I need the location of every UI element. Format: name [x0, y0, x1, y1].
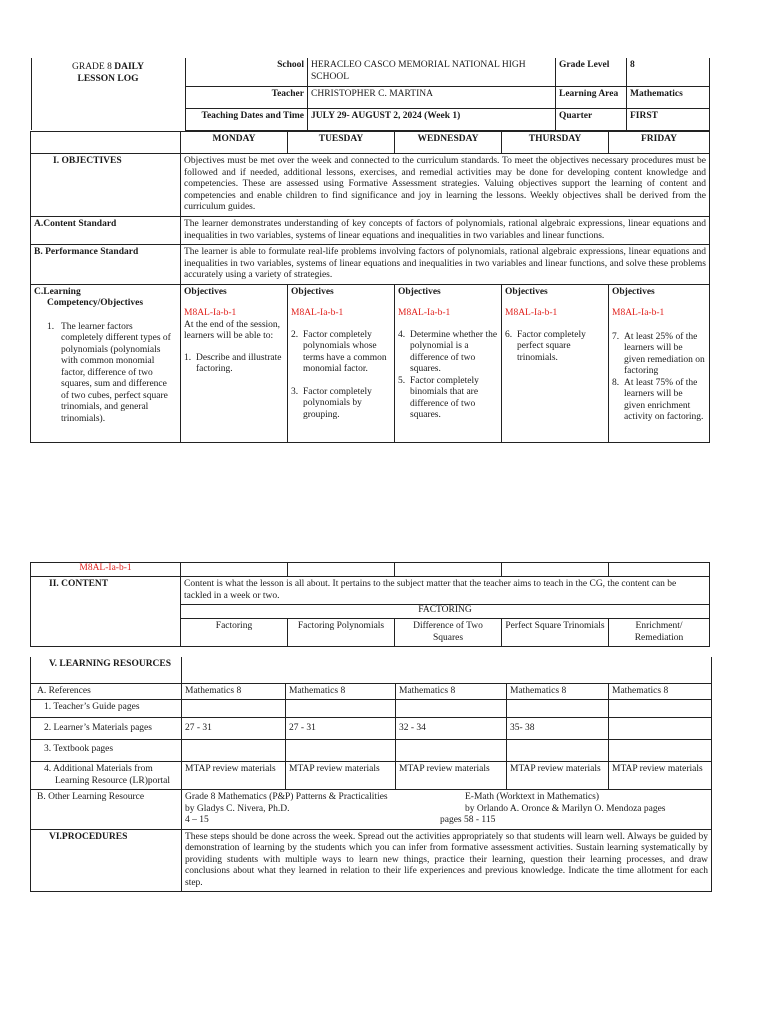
content-topic: FACTORING — [181, 605, 710, 619]
topic-monday: Factoring — [181, 619, 288, 647]
day-header-blank — [31, 132, 181, 154]
lm-pages-cell — [609, 718, 712, 740]
objectives-table — [30, 131, 710, 443]
tg-label: 1. Teacher’s Guide pages — [31, 700, 182, 718]
performance-standard-label: B. Performance Standard — [31, 245, 181, 285]
reference-cell: Mathematics 8 — [507, 683, 609, 700]
additional-cell: MTAP review materials — [507, 762, 609, 790]
reference-cell: Mathematics 8 — [609, 683, 712, 700]
grade-label: Grade Level — [556, 58, 627, 86]
day-thursday: THURSDAY — [502, 132, 609, 154]
quarter-label: Quarter — [556, 108, 627, 130]
header-block — [31, 58, 709, 130]
monday-objectives — [181, 284, 288, 442]
friday-objectives — [609, 284, 710, 442]
wednesday-list — [398, 330, 498, 422]
lm-pages-cell: 35- 38 — [507, 718, 609, 740]
other-left-2: by Gladys C. Nivera, Ph.D. — [185, 803, 290, 814]
objectives-heading: Objectives — [612, 286, 655, 297]
day-monday: MONDAY — [181, 132, 288, 154]
additional-label: 4. Additional Materials from Learning Resource (LR)portal — [31, 762, 182, 790]
competency-cell — [31, 284, 181, 442]
competency-item-num: 1. — [47, 321, 55, 332]
content-standard-text: The learner demonstrates understanding of key concepts of factors of polynomials, rational algebraic expressions, linear equations and inequalities in two variables, systems of linear equations and inequalities in two variables and linear functions. — [181, 217, 710, 245]
dates-label: Teaching Dates and Time — [186, 108, 308, 130]
content-label: II. CONTENT — [31, 577, 181, 647]
tuesday-objectives — [288, 284, 395, 442]
list-item: 4. Determine whether the polynomial is a difference of two squares. — [398, 329, 498, 374]
reference-cell: Mathematics 8 — [396, 683, 507, 700]
monday-intro: At the end of the session, learners will be able to: — [184, 319, 281, 341]
resources-label: V. LEARNING RESOURCES — [31, 657, 182, 683]
monday-list — [184, 353, 284, 376]
objectives-heading: Objectives — [291, 286, 334, 297]
list-item: 3. Factor completely polynomials by grouping. — [291, 386, 372, 420]
reference-cell: Mathematics 8 — [182, 683, 286, 700]
title-prefix: GRADE 8 — [72, 62, 115, 72]
day-friday: FRIDAY — [609, 132, 710, 154]
content-standard-label: A.Content Standard — [31, 217, 181, 245]
wednesday-objectives — [395, 284, 502, 442]
objectives-label: I. OBJECTIVES — [31, 154, 181, 217]
topic-tuesday: Factoring Polynomials — [288, 619, 395, 647]
procedures-label: VI.PROCEDURES — [31, 829, 182, 892]
objectives-heading: Objectives — [398, 286, 441, 297]
lm-pages-cell: 32 - 34 — [396, 718, 507, 740]
procedures-text: These steps should be done across the week. Spread out the activities appropriately so that students will learn well. Always be guided by demonstration of learning by the students which you can infer from formative assessment activities. Sustain learning systematically by providing students with multiple ways to learn new things, practice their learning, question their learning processes, and draw conclusions about what they learned in relation to their life experiences and previous knowledge. Indicate the time allotment for each step. — [182, 829, 712, 892]
lm-pages-cell: 27 - 31 — [286, 718, 396, 740]
day-tuesday: TUESDAY — [288, 132, 395, 154]
school-value: HERACLEO CASCO MEMORIAL NATIONAL HIGH SCHOOL — [308, 58, 556, 86]
additional-cell: MTAP review materials — [182, 762, 286, 790]
competency-code: M8AL-Ia-b-1 — [612, 308, 665, 318]
thursday-list — [505, 330, 605, 365]
resources-table — [30, 657, 712, 892]
other-right-3: pages 58 - 115 — [440, 815, 496, 825]
blank-cell — [288, 563, 395, 577]
competency-code: M8AL-Ia-b-1 — [291, 308, 344, 318]
competency-label-2: Competency/Objectives — [47, 298, 144, 308]
topic-friday: Enrichment/ Remediation — [609, 619, 710, 647]
additional-cell: MTAP review materials — [286, 762, 396, 790]
other-left-3: 4 – 15 — [185, 815, 209, 825]
content-text: Content is what the lesson is all about. It pertains to the subject matter that the teacher aims to teach in the CG, the content can be tackled in a week or two. — [181, 577, 710, 605]
dates-value: JULY 29- AUGUST 2, 2024 (Week 1) — [308, 108, 556, 130]
performance-standard-text: The learner is able to formulate real-life problems involving factors of polynomials, rational algebraic expressions, linear equations and inequalities in two variables, systems of linear equations and inequalities in two variables and linear functions, and solve these problems accurately using a variety of strategies. — [181, 245, 710, 285]
competency-code: M8AL-Ia-b-1 — [184, 308, 237, 318]
additional-cell: MTAP review materials — [609, 762, 712, 790]
grade-value: 8 — [627, 58, 710, 86]
objectives-text: Objectives must be met over the week and connected to the curriculum standards. To meet the objectives necessary procedures must be followed and if needed, additional lessons, exercises, and remedial activities may be done for developing content knowledge and competencies. These are assessed using Formative Assessment strategies. Valuing objectives support the learning of content and competencies and enable children to find significance and joy in learning the lessons. Weekly objectives shall be derived from the curriculum guides. — [181, 154, 710, 217]
quarter-value: FIRST — [627, 108, 710, 130]
blank-cell — [609, 563, 710, 577]
teacher-label: Teacher — [186, 86, 308, 108]
content-table — [30, 562, 710, 647]
area-value: Mathematics — [627, 86, 710, 108]
reference-cell: Mathematics 8 — [286, 683, 396, 700]
lm-label: 2. Learner’s Materials pages — [31, 718, 182, 740]
textbook-label: 3. Textbook pages — [31, 740, 182, 762]
list-item: 8. At least 75% of the learners will be given enrichment activity on factoring. — [612, 377, 704, 422]
school-label: School — [186, 58, 308, 86]
additional-cell: MTAP review materials — [396, 762, 507, 790]
competency-item — [34, 322, 177, 426]
title-line2: LESSON LOG — [77, 73, 139, 84]
objectives-heading: Objectives — [505, 286, 548, 297]
other-right-1: E-Math (Worktext in Mathematics) — [465, 792, 600, 802]
tuesday-list — [291, 330, 391, 422]
blank-cell — [395, 563, 502, 577]
content-code: M8AL-Ia-b-1 — [31, 563, 181, 577]
competency-label-1: C.Learning — [34, 286, 81, 297]
list-item: 7. At least 25% of the learners will be given remediation on factoring — [612, 331, 705, 376]
objectives-heading: Objectives — [184, 286, 227, 297]
header-table — [185, 58, 710, 131]
title-bold: DAILY — [114, 62, 144, 72]
resources-blank — [182, 657, 712, 683]
list-item: 2. Factor completely polynomials whose terms have a common monomial factor. — [291, 329, 387, 374]
other-right-2: by Orlando A. Oronce & Marilyn O. Mendoza pages — [465, 803, 666, 814]
lm-pages-cell: 27 - 31 — [182, 718, 286, 740]
list-item: 1. Describe and illustrate factoring. — [184, 352, 282, 374]
teacher-value: CHRISTOPHER C. MARTINA — [308, 86, 556, 108]
day-wednesday: WEDNESDAY — [395, 132, 502, 154]
other-resource-cell — [182, 790, 712, 830]
references-label: A. References — [31, 683, 182, 700]
topic-thursday: Perfect Square Trinomials — [502, 619, 609, 647]
competency-item-text: The learner factors completely different types of polynomials (polynomials with common monomial factor, difference of two squares, sum and difference of two cubes, perfect square trinomials, and general trinomials). — [61, 321, 171, 424]
list-item: 5. Factor completely binomials that are difference of two squares. — [398, 375, 479, 420]
lesson-log-title — [31, 58, 184, 130]
list-item: 6. Factor completely perfect square trinomials. — [505, 329, 586, 363]
blank-cell — [502, 563, 609, 577]
other-left-1: Grade 8 Mathematics (P&P) Patterns & Practicalities — [185, 792, 388, 802]
competency-code: M8AL-Ia-b-1 — [505, 308, 558, 318]
friday-list — [612, 332, 706, 424]
competency-code: M8AL-Ia-b-1 — [398, 308, 451, 318]
other-resource-label: B. Other Learning Resource — [31, 790, 182, 830]
thursday-objectives — [502, 284, 609, 442]
topic-wednesday: Difference of Two Squares — [395, 619, 502, 647]
blank-cell — [181, 563, 288, 577]
area-label: Learning Area — [556, 86, 627, 108]
